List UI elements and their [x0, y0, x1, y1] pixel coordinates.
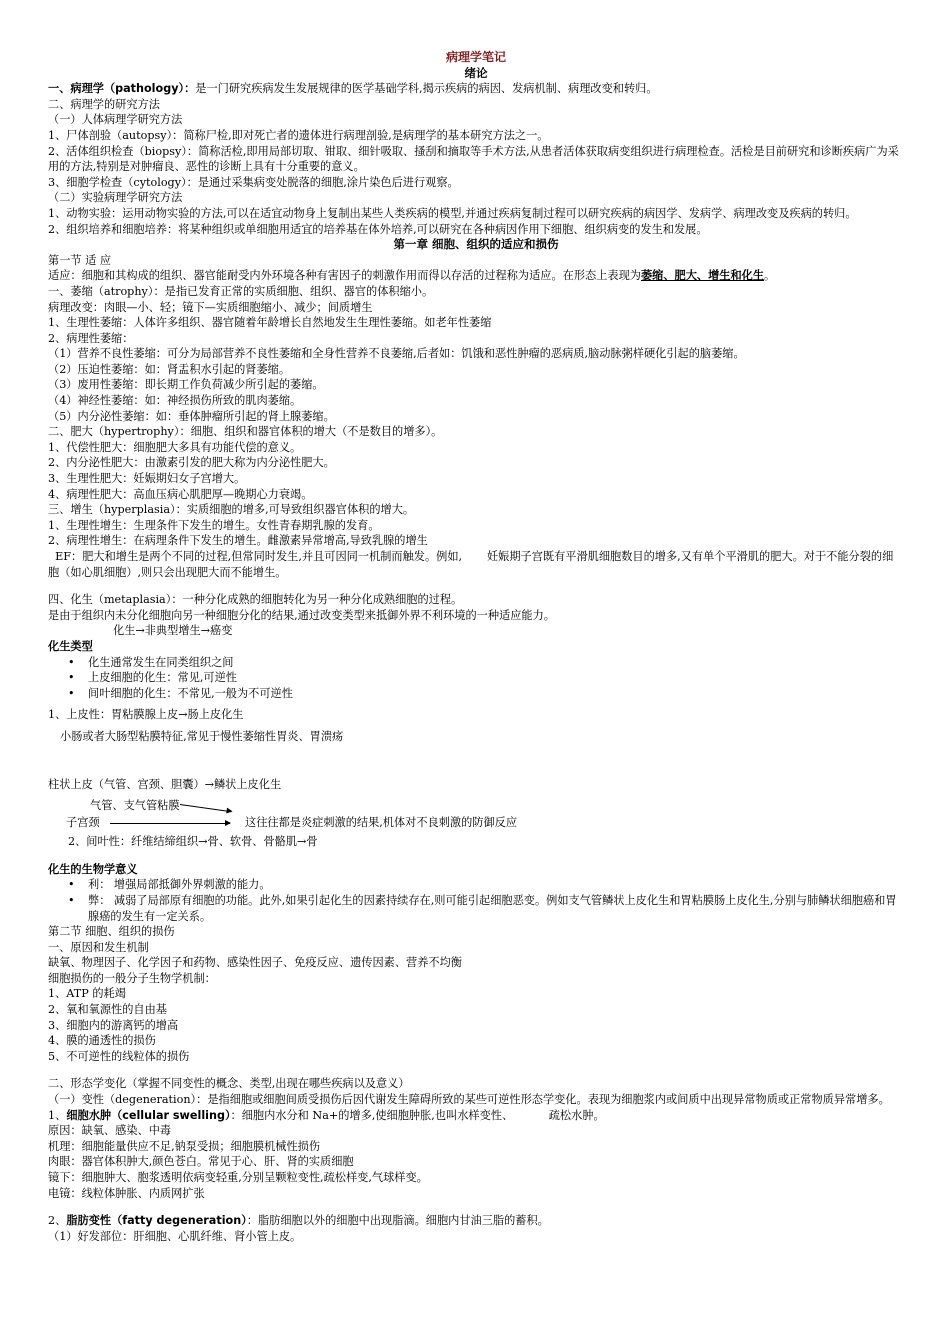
hypertrophy-item-4: 4、病理性肥大：高血压病心肌肥厚—晚期心力衰竭。	[48, 487, 313, 501]
injury-mechanism-2: 2、氧和氧源性的自由基	[48, 1003, 167, 1017]
metaplasia-harm: • 弊： 减弱了局部原有细胞的功能。此外,如果引起化生的因素持续存在,则可能引起细胞恶变。例如支气管鳞状上皮化生和胃粘膜肠上皮化生,分别与肺鳞状细胞癌和胃腺癌的发生有一定关系。	[48, 893, 904, 924]
fatty-sites: （1）好发部位：肝细胞、心肌纤维、肾小管上皮。	[48, 1229, 302, 1243]
metaplasia-types-title: 化生类型	[48, 639, 93, 653]
adaptation-emphasis: 萎缩、肥大、增生和化生	[640, 269, 765, 283]
hypertrophy-item-2: 2、内分泌性肥大：由激素引发的肥大称为内分泌性肥大。	[48, 456, 335, 470]
hyperplasia-definition: 三、增生（hyperplasia）：实质细胞的增多,可导致组织器官体积的增大。	[48, 503, 415, 517]
injury-mechanism-4: 4、膜的通透性的损伤	[48, 1034, 156, 1048]
injury-mechanism-3: 3、细胞内的游离钙的增高	[48, 1018, 179, 1032]
section-2-title: 第二节 细胞、组织的损伤	[48, 925, 175, 939]
metaplasia-mesenchymal: 2、间叶性：纤维结缔组织→骨、软骨、骨骼肌→骨	[68, 835, 318, 849]
swelling-mechanism: 机理：细胞能量供应不足,钠泵受损；细胞膜机械性损伤	[48, 1139, 321, 1153]
hyperplasia-item-1: 1、生理性增生：生理条件下发生的增生。女性青春期乳腺的发育。	[48, 518, 380, 532]
swelling-text: ：细胞内水分和 Na+的增多,使细胞肿胀,也叫水样变性、 疏松水肿。	[230, 1108, 605, 1122]
metaplasia-columnar: 柱状上皮（气管、宫颈、胆囊）→鳞状上皮化生	[48, 777, 282, 791]
culture-paragraph: 2、组织培养和细胞培养：将某种组织或单细胞用适宜的培养基在体外培养,可以研究在各种病因作用下细胞、组织病变的发生和发展。	[48, 222, 708, 236]
metaplasia-benefit: • 利： 增强局部抵御外界刺激的能力。	[48, 877, 904, 893]
cytology-paragraph: 3、细胞学检查（cytology）：是通过采集病变处脱落的细胞,涂片染色后进行观察。	[48, 175, 459, 189]
document-title: 病理学笔记	[445, 50, 506, 64]
atrophy-item-2: （2）压迫性萎缩：如：肾盂积水引起的肾萎缩。	[48, 362, 291, 376]
pathology-heading: 一、病理学（pathology）：	[48, 82, 196, 96]
swelling-heading: 细胞水肿（cellular swelling）	[66, 1108, 231, 1122]
atrophy-physiological: 1、生理性萎缩：人体许多组织、器官随着年龄增长自然地发生生理性萎缩。如老年性萎缩	[48, 316, 492, 330]
chapter-title: 第一章 细胞、组织的适应和损伤	[393, 237, 559, 252]
diagram-cervix-label: 子宫颈	[66, 816, 100, 830]
adaptation-end: 。	[764, 269, 776, 283]
metaplasia-description: 是由于组织内未分化细胞向另一种细胞分化的结果,通过改变类型来抵御外界不利环境的一种适应能力。	[48, 608, 555, 622]
hyperplasia-item-2: 2、病理性增生：在病理条件下发生的增生。雌激素异常增高,导致乳腺的增生	[48, 534, 428, 548]
adaptation-paragraph	[48, 268, 904, 284]
swelling-gross: 肉眼：器官体积肿大,颜色苍白。常见于心、肝、肾的实质细胞	[48, 1155, 354, 1169]
section-1-title: 第一节 适 应	[48, 253, 112, 267]
swelling-number: 1、	[48, 1108, 67, 1122]
metaplasia-type-3: • 间叶细胞的化生：不常见,一般为不可逆性	[48, 686, 904, 702]
atrophy-item-5: （5）内分泌性萎缩：如：垂体肿瘤所引起的肾上腺萎缩。	[48, 409, 335, 423]
hypertrophy-item-3: 3、生理性肥大：妊娠期妇女子宫增大。	[48, 472, 246, 486]
document-page	[48, 50, 904, 1244]
cellular-swelling	[48, 1108, 904, 1124]
atrophy-definition: 一、萎缩（atrophy）：是指已发育正常的实质细胞、组织、器官的体积缩小。	[48, 284, 434, 298]
ef-paragraph: EF：肥大和增生是两个不同的过程,但常同时发生,并且可因同一机制而触发。例如, 妊娠期子宫既有平滑肌细胞数目的增多,又有单个平滑肌的肥大。对于不能分裂的细胞（如心肌细胞）,则只会出现肥大而不能增生。	[48, 550, 894, 579]
atrophy-item-3: （3）废用性萎缩：即长期工作负荷减少所引起的萎缩。	[48, 378, 324, 392]
metaplasia-diagram	[48, 798, 904, 834]
injury-causes-heading: 一、原因和发生机制	[48, 940, 149, 954]
metaplasia-significance-title: 化生的生物学意义	[48, 862, 138, 876]
experimental-pathology-heading: （二）实验病理学研究方法	[48, 191, 183, 205]
injury-mechanism-5: 5、不可逆性的线粒体的损伤	[48, 1049, 190, 1063]
diagram-arrow-1	[180, 804, 232, 812]
biopsy-paragraph: 2、活体组织检查（biopsy）：简称活检,即用局部切取、钳取、细针吸取、搔刮和摘取等手术方法,从患者活体获取病变组织进行病理检查。活检是目前研究和诊断疾病广为采用的方法,特别是对肿瘤良、恶性的诊断上具有十分重要的意义。	[48, 144, 899, 174]
hypertrophy-definition: 二、肥大（hypertrophy）：细胞、组织和器官体积的增大（不是数目的增多）。	[48, 425, 443, 439]
atrophy-item-1: （1）营养不良性萎缩：可分为局部营养不良性萎缩和全身性营养不良萎缩,后者如：饥饿和恶性肿瘤的恶病质,脑动脉粥样硬化引起的脑萎缩。	[48, 347, 745, 361]
injury-mechanism-title: 细胞损伤的一般分子生物学机制：	[48, 971, 216, 985]
diagram-arrow-2	[110, 823, 230, 824]
degeneration-definition: （一）变性（degeneration）：是指细胞或细胞间质受损伤后因代谢发生障碍所致的某些可逆性形态学变化。表现为细胞浆内或间质中出现异常物质或正常物质异常增多。	[48, 1093, 890, 1107]
pathology-text: 是一门研究疾病发生发展规律的医学基础学科,揭示疾病的病因、发病机制、病理改变和转归。	[195, 82, 658, 96]
metaplasia-epithelial-desc: 小肠或者大肠型粘膜特征,常见于慢性萎缩性胃炎、胃溃疡	[60, 729, 344, 743]
atrophy-change: 病理改变：肉眼—小、轻；镜下—实质细胞缩小、减少；间质增生	[48, 300, 373, 314]
metaplasia-chain: 化生→非典型增生→癌变	[113, 624, 233, 638]
research-methods-heading: 二、病理学的研究方法	[48, 97, 160, 111]
pathology-definition	[48, 81, 904, 97]
metaplasia-definition: 四、化生（metaplasia）：一种分化成熟的细胞转化为另一种分化成熟细胞的过程。	[48, 593, 463, 607]
metaplasia-epithelial: 1、上皮性：胃粘膜腺上皮→肠上皮化生	[48, 708, 244, 722]
metaplasia-type-1: • 化生通常发生在同类组织之间	[48, 655, 904, 671]
hypertrophy-item-1: 1、代偿性肥大：细胞肥大多具有功能代偿的意义。	[48, 440, 302, 454]
injury-causes: 缺氧、物理因子、化学因子和药物、感染性因子、免疫反应、遗传因素、营养不均衡	[48, 956, 462, 970]
intro-title: 绪论	[464, 65, 488, 80]
atrophy-pathological: 2、病理性萎缩：	[48, 331, 134, 345]
fatty-degeneration	[48, 1213, 904, 1229]
adaptation-text: 适应：细胞和其构成的组织、器官能耐受内外环境各种有害因子的刺激作用而得以存活的过程称为适应。在形态上表现为	[48, 269, 641, 283]
morphology-title: 二、形态学变化（掌握不同变性的概念、类型,出现在哪些疾病以及意义）	[48, 1077, 410, 1091]
diagram-bronchus-label: 气管、支气管粘膜	[90, 799, 180, 813]
swelling-cause: 原因：缺氧、感染、中毒	[48, 1124, 172, 1138]
swelling-microscopy: 镜下：细胞肿大、胞浆透明依病变轻重,分别呈颗粒变性,疏松样变,气球样变。	[48, 1171, 428, 1184]
autopsy-paragraph: 1、尸体剖验（autopsy）：简称尸检,即对死亡者的遗体进行病理剖验,是病理学的基本研究方法之一。	[48, 128, 549, 142]
metaplasia-type-2: • 上皮细胞的化生：常见,可逆性	[48, 670, 904, 686]
animal-experiment-paragraph: 1、动物实验：运用动物实验的方法,可以在适宜动物身上复制出某些人类疾病的模型,并通过疾病复制过程可以研究疾病的病因学、发病学、病理改变及疾病的转归。	[48, 206, 857, 220]
fatty-heading: 脂肪变性（fatty degeneration）	[66, 1214, 247, 1228]
diagram-note: 这往往都是炎症刺激的结果,机体对不良刺激的防御反应	[245, 816, 518, 830]
atrophy-item-4: （4）神经性萎缩：如：神经损伤所致的肌肉萎缩。	[48, 394, 302, 408]
injury-mechanism-1: 1、ATP 的耗竭	[48, 987, 126, 1001]
fatty-text: ：脂肪细胞以外的细胞中出现脂滴。细胞内甘油三脂的蓄积。	[246, 1214, 549, 1228]
human-pathology-heading: （一）人体病理学研究方法	[48, 113, 183, 127]
swelling-electron-microscopy: 电镜：线粒体肿胀、内质网扩张	[48, 1186, 205, 1200]
fatty-number: 2、	[48, 1214, 67, 1228]
